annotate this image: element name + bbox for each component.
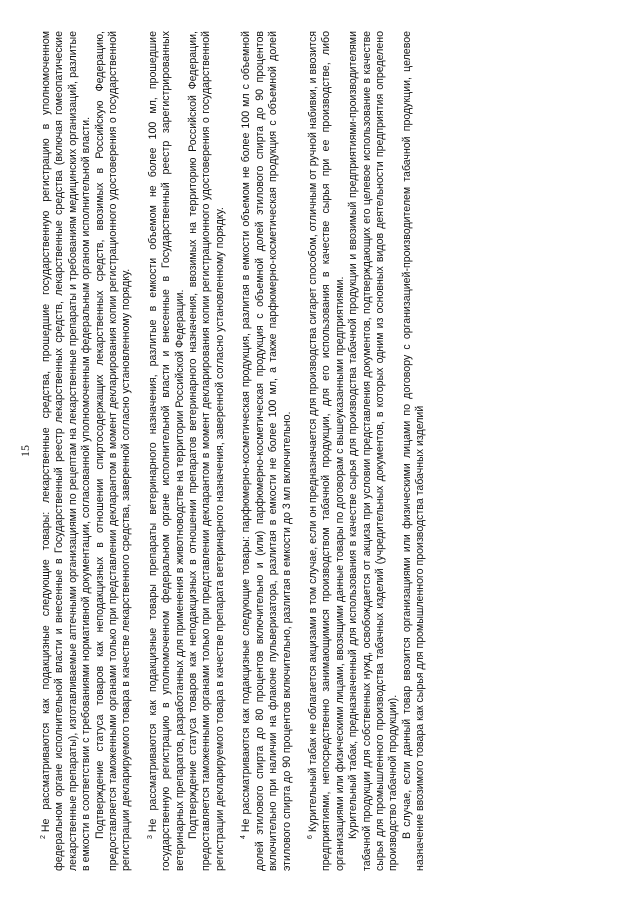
footnote-3 (147, 31, 227, 871)
paragraph (94, 31, 134, 871)
page-number: 15 (18, 445, 32, 457)
paragraph-text: Курительный табак не облагается акцизами в том случае, если он предназначается для производства сигарет способом, отличным от ручной набивки, и ввозится предприятиями, непосредственно занимающимися производством табачной продукции, для его использования в качестве сырья при ее производстве, либо организациями или физическими лицами, ввозящими данные товары по договорам с вышеуказанными предприятиями. (306, 31, 346, 871)
paragraph-text: Курительный табак, предназначенный для использования в качестве сырья для производства табачной продукции и ввозимый предприятиями-производителями табачной продукции для собственных нужд, освобождается от акциза при условии представления документов, подтверждающих его целевое использование в качестве сырья для промышленного производства табачных изделий (учредительных документов, в которых одним из основных видов деятельности предприятия определено производство табачной продукции). (347, 31, 400, 871)
paragraph (147, 31, 187, 871)
paragraph (40, 31, 94, 871)
paragraph (401, 31, 428, 871)
paragraph (240, 31, 294, 871)
paragraph-text: Не рассматриваются как подакцизные следующие товары: лекарственные средства, прошедшие государственную регистрацию в уполномоченном федеральном органе исполнительной власти и внесенные в Государственный реестр лекарственных средств, лекарственные средства (включая гомеопатические лекарственные препараты), изготавливаемые аптечными организациями по рецептам на лекарственные препараты и требованиям медицинских организаций, разлитые в емкости в соответствии с требованиями нормативной документации, согласованной уполномоченным федеральным органом исполнительной власти. (40, 31, 93, 871)
footnotes (40, 31, 441, 871)
paragraph-text: Подтверждение статуса товаров как неподакцизных в отношении препаратов ветеринарного назначения, ввозимых на территорию Российской Федерации, предоставляется таможенными органами только при представлении декларантом в момент декларирования копии регистрационного удостоверения о государственной регистрации декларируемого товара в качестве препарата ветеринарного назначения, заверенной согласно установленному порядку. (187, 31, 226, 871)
paragraph (347, 31, 401, 871)
rotated-content (18, 31, 622, 871)
footnote-4 (240, 31, 294, 871)
paragraph (187, 31, 227, 871)
footnote-mark: 6 (306, 835, 314, 839)
paragraph-text: Не рассматриваются как подакцизные следующие товары: парфюмерно-косметическая продукция, разлитая в емкости объемом не более 100 мл с объемной долей этилового спирта до 80 процентов включительно и (или) парфюмерно-косметическая продукция с объемной долей этилового спирта до 90 процентов включительно при наличии на флаконе пульверизатора, разлитая в емкости не более 100 мл, а также парфюмерно-косметическая продукция с объемной долей этилового спирта до 90 процентов включительно, разлитая в емкости до 3 мл включительно. (240, 31, 293, 871)
footnote-mark: 3 (146, 835, 154, 839)
footnote-mark: 2 (40, 835, 47, 839)
footnote-mark: 4 (240, 835, 248, 839)
footnote-2 (40, 31, 134, 871)
paragraph-text: В случае, если данный товар ввозится организациями или физическими лицами по договору с организацией-производителем табачной продукции, целевое назначение ввозимого товара как сырья для промышленного производства табачных изделий (400, 31, 427, 871)
footnote-6 (307, 31, 428, 871)
paragraph (307, 31, 347, 871)
paragraph-text: Подтверждение статуса товаров как неподакцизных в отношении спиртосодержащих лекарственных средств, ввозимых в Российскую Федерацию, предоставляется таможенными органами только при представлении декларантом в момент декларирования копии регистрационного удостоверения о государственной регистрации декларируемого товара в качестве лекарственного средства, заверенной согласно установленному порядку. (93, 31, 133, 871)
paragraph-text: Не рассматриваются как подакцизные товары препараты ветеринарного назначения, разлитые в емкости объемом не более 100 мл, прошедшие государственную регистрацию в уполномоченном федеральном органе исполнительной власти и внесенные в Государственный реестр зарегистрированных ветеринарных препаратов, разработанных для применения в животноводстве на территории Российской Федерации. (146, 31, 186, 871)
